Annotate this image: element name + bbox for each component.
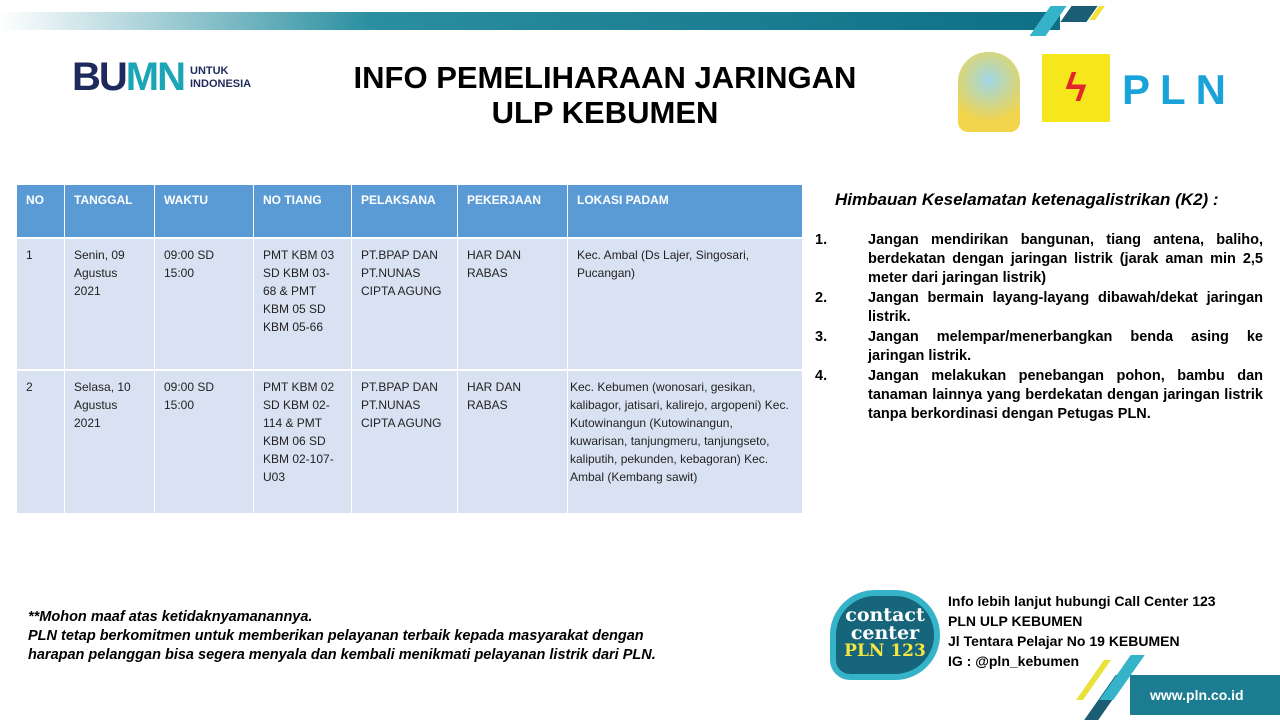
table-row — [17, 239, 803, 371]
cell: HAR DAN RABAS — [458, 239, 568, 371]
col-header: NO TIANG — [254, 185, 352, 239]
pln-logo-text: PLN — [1122, 66, 1236, 113]
page-title — [300, 60, 910, 130]
col-header: TANGGAL — [65, 185, 155, 239]
item-text: Jangan melakukan penebangan pohon, bambu dan tanaman lainnya yang berdekatan dengan jaringan listrik tanpa berkordinasi dengan Petugas PLN. — [868, 368, 1263, 422]
cell: 1 — [17, 239, 65, 371]
cell: Kec. Kebumen (wonosari, gesikan, kalibagor, jatisari, kalirejo, argopeni) Kec. Kutowinangun (Kutowinangun, kuwarisan, tanjungmeru, tanjungseto, kaliputih, pekunden, kebagoran) Kec. Ambal (Kembang sawit) — [568, 371, 803, 515]
contact-info — [948, 591, 1216, 671]
contact-center-badge — [830, 590, 940, 680]
col-header: PELAKSANA — [352, 185, 458, 239]
item-number: 4. — [815, 368, 828, 384]
cell: Kec. Ambal (Ds Lajer, Singosari, Pucangan) — [568, 239, 803, 371]
list-item — [815, 231, 1263, 288]
item-number: 2. — [815, 290, 828, 306]
cell: 09:00 SD 15:00 — [155, 239, 254, 371]
bumn-sub: INDONESIA — [190, 77, 252, 90]
safety-list — [815, 231, 1263, 425]
pln-lightning-icon: ϟ — [1042, 54, 1110, 122]
badge-text: PLN 123 — [844, 641, 926, 661]
item-number: 1. — [815, 232, 828, 248]
item-text: Jangan melempar/menerbangkan benda asing ke jaringan listrik. — [868, 329, 1263, 364]
cell: 2 — [17, 371, 65, 515]
item-number: 3. — [815, 329, 828, 345]
note-line: **Mohon maaf atas ketidaknyamanannya. — [28, 609, 313, 625]
list-item — [815, 328, 1263, 366]
badge-text: center — [850, 622, 920, 644]
website-link[interactable]: www.pln.co.id — [1130, 675, 1280, 715]
cell: PT.BPAP DAN PT.NUNAS CIPTA AGUNG — [352, 239, 458, 371]
bumn-sub: UNTUK — [190, 64, 229, 77]
safety-title: Himbauan Keselamatan ketenagalistrikan (K2) : — [835, 190, 1219, 209]
cell: PMT KBM 03 SD KBM 03-68 & PMT KBM 05 SD KBM 05-66 — [254, 239, 352, 371]
note-line: PLN tetap berkomitmen untuk memberikan pelayanan terbaik kepada masyarakat dengan harapan pelanggan bisa segera menyala dan kembali menikmati pelayanan listrik dari PLN. — [28, 628, 656, 663]
apology-note — [28, 608, 678, 665]
contact-line: Jl Tentara Pelajar No 19 KEBUMEN — [948, 633, 1180, 649]
col-header: WAKTU — [155, 185, 254, 239]
col-header: NO — [17, 185, 65, 239]
title-line: ULP KEBUMEN — [491, 95, 719, 130]
title-line: INFO PEMELIHARAAN JARINGAN — [353, 60, 857, 95]
item-text: Jangan bermain layang-layang dibawah/dekat jaringan listrik. — [868, 290, 1263, 325]
badge-text: contact — [845, 604, 925, 626]
cell: PT.BPAP DAN PT.NUNAS CIPTA AGUNG — [352, 371, 458, 515]
lightbulb-icon — [958, 52, 1020, 132]
cell: 09:00 SD 15:00 — [155, 371, 254, 515]
list-item — [815, 367, 1263, 424]
cell: Senin, 09 Agustus 2021 — [65, 239, 155, 371]
cell: PMT KBM 02 SD KBM 02-114 & PMT KBM 06 SD KBM 02-107-U03 — [254, 371, 352, 515]
col-header: PEKERJAAN — [458, 185, 568, 239]
bumn-logo — [72, 55, 251, 100]
contact-line: PLN ULP KEBUMEN — [948, 613, 1083, 629]
list-item — [815, 289, 1263, 327]
contact-line: IG : @pln_kebumen — [948, 653, 1080, 669]
table-row — [17, 371, 803, 515]
top-banner-bar — [0, 12, 1060, 30]
contact-line: Info lebih lanjut hubungi Call Center 123 — [948, 593, 1216, 609]
cell: Selasa, 10 Agustus 2021 — [65, 371, 155, 515]
col-header: LOKASI PADAM — [568, 185, 803, 239]
cell: HAR DAN RABAS — [458, 371, 568, 515]
item-text: Jangan mendirikan bangunan, tiang antena, baliho, berdekatan dengan jaringan listrik (jarak aman min 2,5 meter dari jaringan listrik) — [868, 232, 1263, 286]
bumn-logo-mark: BUMN — [72, 55, 184, 99]
maintenance-table — [17, 185, 803, 515]
